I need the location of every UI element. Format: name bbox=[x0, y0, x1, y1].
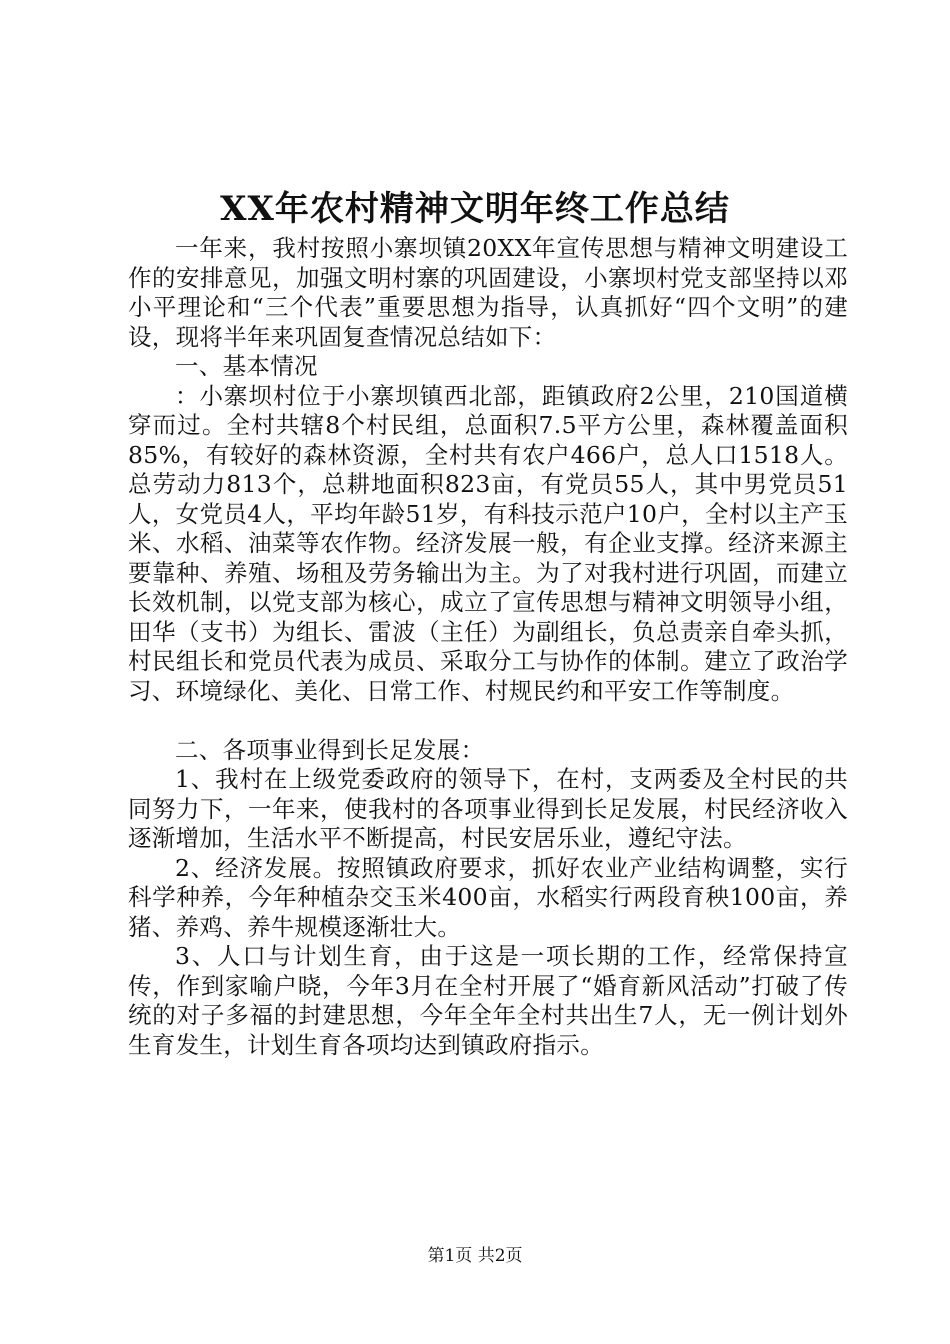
section-heading-basic-info: 一、基本情况 bbox=[175, 352, 318, 380]
paragraph-item-3: 3、人口与计划生育，由于这是一项长期的工作，经常保持宣传，作到家喻户晓，今年3月在全村开展了“婚育新风活动”打破了传统的对子多福的封建思想，今年全年全村共出生7人，无一例计划外生育发生，计划生育各项均达到镇政府指示。 bbox=[128, 942, 848, 1059]
paragraph-spacer bbox=[128, 706, 848, 736]
document-body bbox=[128, 234, 848, 1060]
paragraph-intro: 一年来，我村按照小寨坝镇20XX年宣传思想与精神文明建设工作的安排意见，加强文明村寨的巩固建设，小寨坝村党支部坚持以邓小平理论和“三个代表”重要思想为指导，认真抓好“四个文明”的建设，现将半年来巩固复查情况总结如下： bbox=[128, 234, 848, 351]
paragraph-item-2: 2、经济发展。按照镇政府要求，抓好农业产业结构调整，实行科学种养，今年种植杂交玉米400亩，水稻实行两段育秧100亩，养猪、养鸡、养牛规模逐渐壮大。 bbox=[128, 853, 848, 941]
paragraph-item-1: 1、我村在上级党委政府的领导下，在村，支两委及全村民的共同努力下，一年来，使我村的各项事业得到长足发展，村民经济收入逐渐增加，生活水平不断提高，村民安居乐业，遵纪守法。 bbox=[128, 765, 848, 852]
document-title: XX年农村精神文明年终工作总结 bbox=[220, 189, 730, 229]
paragraph-basic-info: ：小寨坝村位于小寨坝镇西北部，距镇政府2公里，210国道横穿而过。全村共辖8个村民组，总面积7.5平方公里，森林覆盖面积85%，有较好的森林资源，全村共有农户466户，总人口1518人。总劳动力813个，总耕地面积823亩，有党员55人，其中男党员51人，女党员4人，平均年龄51岁，有科技示范户10户，全村以主产玉米、水稻、油菜等农作物。经济发展一般，有企业支撑。经济来源主要靠种、养殖、场租及劳务输出为主。为了对我村进行巩固，而建立长效机制，以党支部为核心，成立了宣传思想与精神文明领导小组，田华（支书）为组长、雷波（主任）为副组长，负总责亲自牵头抓，村民组长和党员代表为成员、采取分工与协作的体制。建立了政治学习、环境绿化、美化、日常工作、村规民约和平安工作等制度。 bbox=[128, 381, 848, 705]
page-footer: 第1页 共2页 bbox=[427, 1246, 523, 1266]
section-heading-development: 二、各项事业得到长足发展： bbox=[175, 735, 485, 764]
